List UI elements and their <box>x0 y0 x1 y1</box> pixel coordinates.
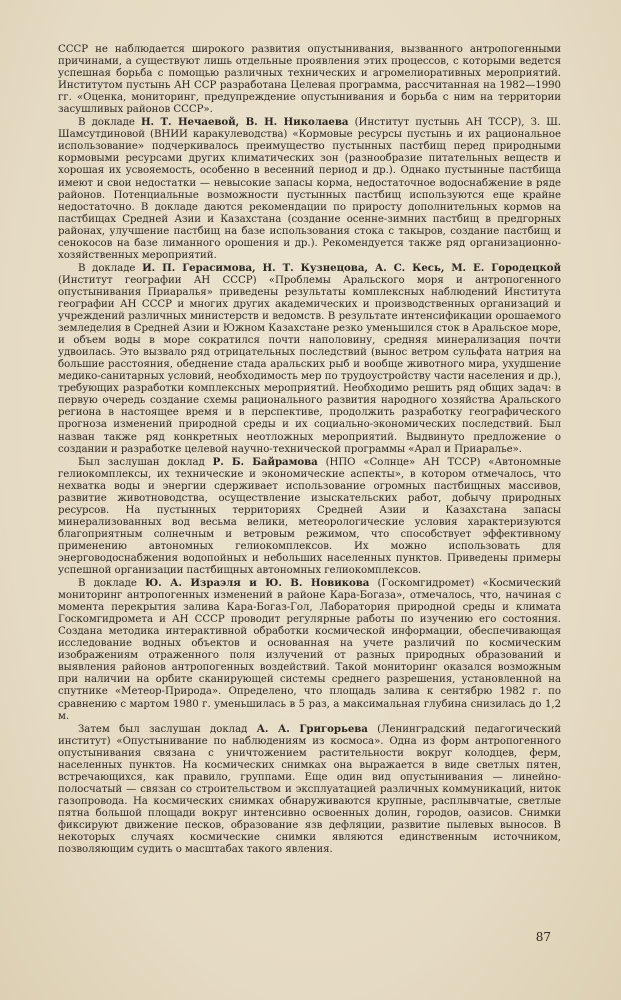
paragraph-text: (Институт пустынь АН ТССР), З. Ш. Шамсутдиновой (ВНИИ каракулеводства) «Кормовые ресурсы пустынь и их рациональное использование» подчеркивалось преимущество пустынных пастбищ перед природными кормовыми ресурсами других климатических зон (разнообразие питательных веществ и хорошая их усвояемость, особенно в весенний период и др.). Однако пустынные пастбища имеют и свои недостатки — невысокие запасы корма, недостаточное водоснабжение в ряде районов. Потенциальные возможности пустынных пастбищ используются еще крайне недостаточно. В докладе даются рекомендации по приросту дополнительных кормов на пастбищах Средней Азии и Казахстана (создание осенне-зимних пастбищ в предгорных районах, улучшение пастбищ на базе использования стока с такыров, создание пастбищ и сенокосов на базе лиманного орошения и др.). Рекомендуется также ряд организационно-хозяйственных мероприятий. <box>58 117 561 261</box>
paragraph-lead: Затем был заслушан доклад <box>78 723 257 735</box>
paragraph-lead: В докладе <box>78 117 141 129</box>
author-names: Н. Т. Нечаевой, В. Н. Николаева <box>140 116 349 129</box>
author-names: И. П. Герасимова, Н. Т. Кузнецова, А. С. Кесь, М. Е. Городецкой <box>142 261 561 274</box>
paragraph-4 <box>58 456 561 577</box>
paragraph-lead: Был заслушан доклад <box>78 456 213 468</box>
paragraph-text: (НПО «Солнце» АН ТССР) «Автономные гелиокомплексы, их технические и экономические аспекты», в котором отмечалось, что нехватка воды и энергии сдерживает использование огромных пастбищных массивов, развитие животноводства, осуществление изыскательских работ, добычу природных ресурсов. На пустынных территориях Средней Азии и Казахстана запасы минерализованных вод весьма велики, метеорологические условия характеризуются благоприятным солнечным и ветровым режимом, что способствует эффективному применению автономных гелиокомплексов. Их можно использовать для энерговодоснабжения водопойных и небольших населенных пунктов. Приведены примеры успешной организации пастбищных автономных гелиокомплексов. <box>58 456 561 577</box>
paragraph-text: (Институт географии АН СССР) «Проблемы Аральского моря и антропогенного опустынивания Приаралья» приведены результаты комплексных наблюдений Института географии АН СССР и многих других академических и производственных организаций и учреждений различных министерств и ведомств. В результате интенсификации орошаемого земледелия в Средней Азии и Южном Казахстане резко уменьшился сток в Аральское море, и объем воды в море сократился почти наполовину, средняя минерализация почти удвоилась. Это вызвало ряд отрицательных последствий (вынос ветром сульфата натрия на большие расстояния, обеднение стада аральских рыб и вообще животного мира, ухудшение медико-санитарных условий, необходимость мер по трудоустройству части населения и др.), требующих разработки комплексных мероприятий. Необходимо решить ряд общих задач: в первую очередь создание схемы рационального развития народного хозяйства Аральского региона в настоящее время и в перспективе, продолжить разработку географического прогноза изменений природной среды и их социально-экономических последствий. Был назван также ряд конкретных неотложных мероприятий. Выдвинуто предложение о создании и разработке целевой научно-технической программы «Арал и Приаралье». <box>58 274 561 455</box>
author-names: А. А. Григорьева <box>256 722 368 735</box>
paragraph-5 <box>58 577 561 723</box>
paragraph-1 <box>58 44 561 116</box>
paragraph-3 <box>58 262 561 456</box>
paragraph-lead: В докладе <box>78 262 143 274</box>
page-number: 87 <box>535 930 551 944</box>
paragraph-text: (Ленинградский педагогический институт) «Опустынивание по наблюдениям из космоса». Одна из форм антропогенного опустынивания связана с уничтожением растительности вокруг колодцев, ферм, населенных пунктов. На космических снимках она выражается в виде светлых пятен, встречающихся, как правило, группами. Еще один вид опустынивания — линейно-полосчатый — связан со строительством и эксплуатацией различных коммуникаций, ниток газопровода. На космических снимках обнаруживаются крупные, расплывчатые, светлые пятна большой площади вокруг интенсивно освоенных долин, городов, оазисов. Снимки фиксируют движение песков, образование язв дефляции, развитие пылевых выносов. В некоторых случаях космические снимки являются единственным источником, позволяющим судить о масштабах такого явления. <box>58 723 561 856</box>
author-names: Ю. А. Израэля и Ю. В. Новикова <box>145 577 370 590</box>
author-names: Р. Б. Байрамова <box>212 455 318 468</box>
paragraph-text: СССР не наблюдается широкого развития опустынивания, вызванного антропогенными причинами, а существуют лишь отдельные проявления этих процессов, с которыми ведется успешная борьба с помощью различных технических и агромелиоративных мероприятий. Институтом пустынь АН ССР разработана Целевая программа, рассчитанная на 1982—1990 гг. «Оценка, мониторинг, предупреждение опустынивания и борьба с ним на территории засушливых районов СССР». <box>58 44 561 116</box>
paragraph-2 <box>58 116 561 262</box>
paragraph-text: (Госкомгидромет) «Космический мониторинг антропогенных изменений в районе Кара-Богаза», отмечалось, что, начиная с момента перекрытия залива Кара-Богаз-Гол, Лаборатория природной среды и климата Госкомгидромета и АН СССР проводит регулярные работы по изучению его состояния. Создана методика интерактивной обработки космической информации, обеспечивающая исследование водных объектов и основанная на учете различий по космическим изображениям отраженного поля излучений от разных природных образований и выявления районов антропогенных воздействий. Такой мониторинг оказался возможным при наличии на орбите сканирующей системы среднего разрешения, установленной на спутнике «Метеор-Природа». Определено, что площадь залива к сентябрю 1982 г. по сравнению с мартом 1980 г. уменьшилась в 5 раз, а максимальная глубина снизилась до 1,2 м. <box>58 578 561 722</box>
paragraph-6 <box>58 723 561 857</box>
paragraph-lead: В докладе <box>78 578 146 590</box>
